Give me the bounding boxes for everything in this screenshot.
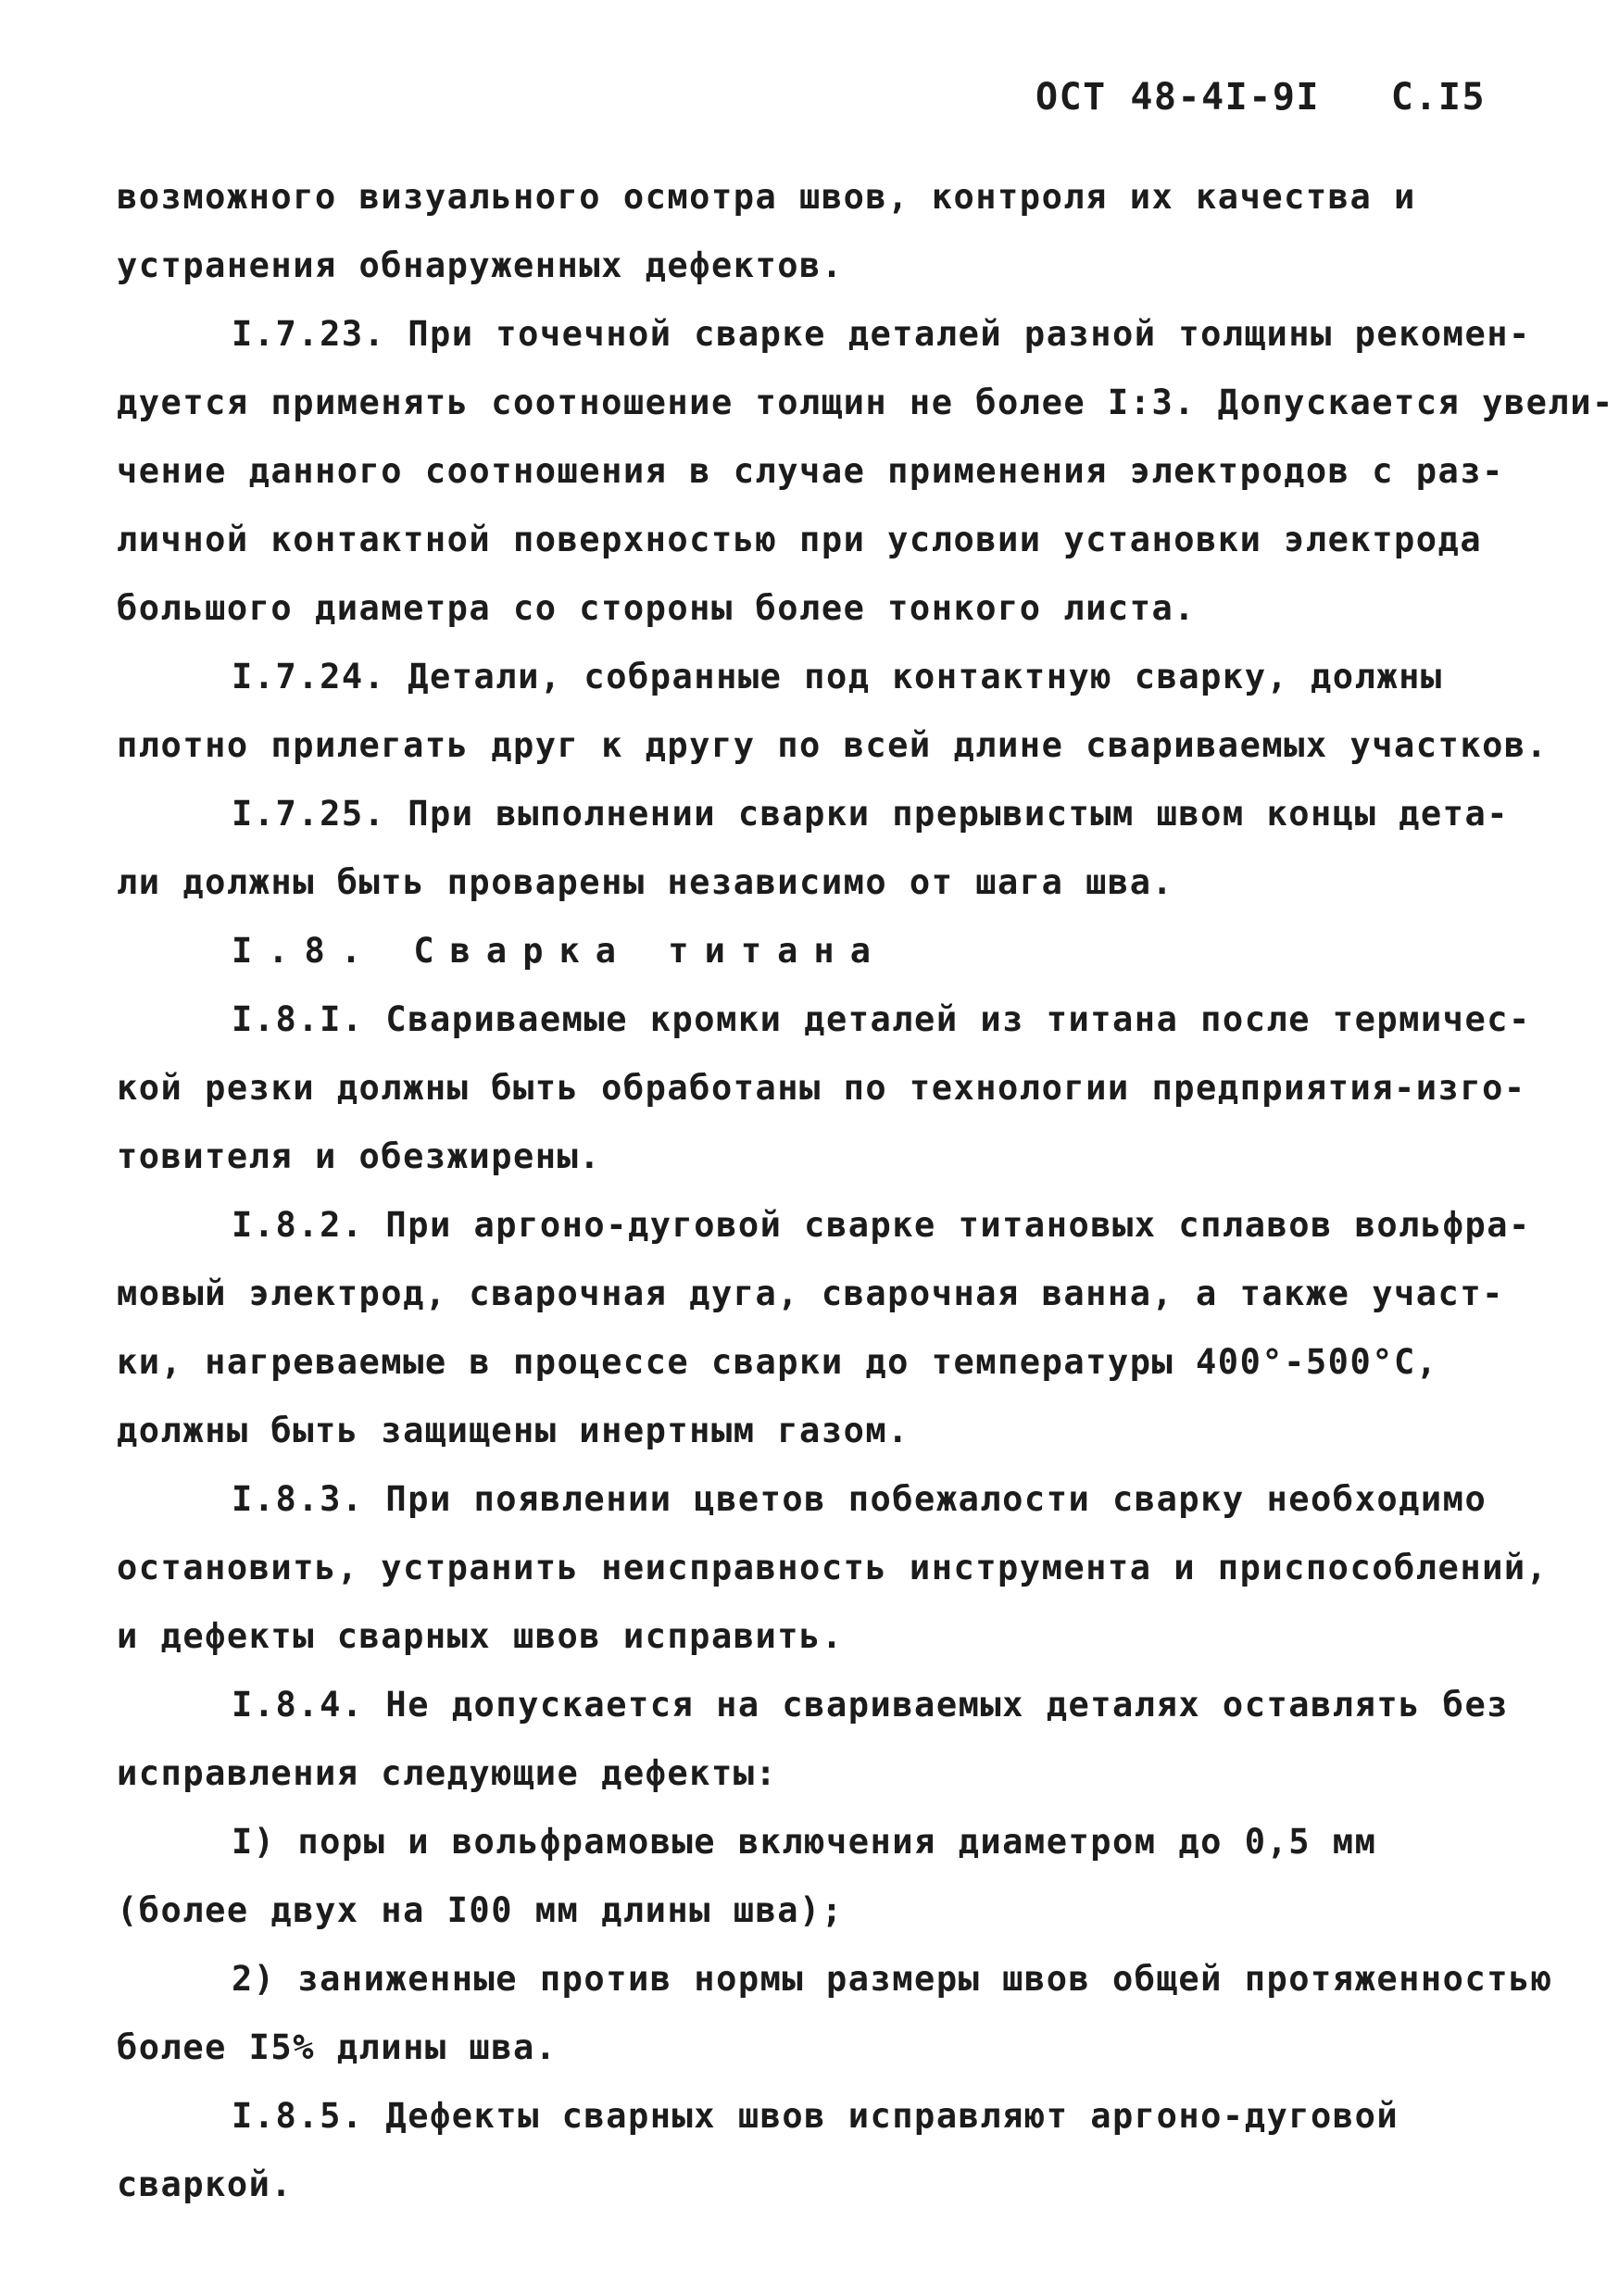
text-line: остановить, устранить неисправность инструмента и приспособлений,	[117, 1548, 1549, 1587]
text-line: чение данного соотношения в случае применения электродов с раз-	[117, 451, 1504, 491]
text-line: личной контактной поверхностью при условии установки электрода	[117, 520, 1483, 559]
document-body	[117, 163, 1614, 2219]
text-line: исправления следующие дефекты:	[117, 1753, 778, 1793]
text-line: мовый электрод, сварочная дуга, сварочная ванна, а также участ-	[117, 1273, 1504, 1313]
text-line: I.8.4. Не допускается на свариваемых деталях оставлять без	[232, 1685, 1510, 1725]
list-item: I) поры и вольфрамовые включения диаметром до 0,5 мм	[232, 1822, 1377, 1862]
text-line: I.8.2. При аргоно-дуговой сварке титановых сплавов вольфра-	[232, 1205, 1531, 1245]
text-line: I.8.5. Дефекты сварных швов исправляют аргоно-дуговой	[232, 2096, 1399, 2136]
page-header	[1035, 76, 1486, 119]
text-line: I.7.24. Детали, собранные под контактную сварку, должны	[232, 657, 1443, 696]
text-line: I.7.23. При точечной сварке деталей разной толщины рекомен-	[232, 314, 1531, 354]
text-line: (более двух на I00 мм длины шва);	[117, 1890, 844, 1930]
text-line: I.8.I. Свариваемые кромки деталей из титана после термичес-	[232, 999, 1531, 1039]
text-line: должны быть защищены инертным газом.	[117, 1411, 910, 1450]
page-number: С.I5	[1390, 76, 1487, 119]
text-line: I.8.3. При появлении цветов побежалости сварку необходимо	[232, 1479, 1487, 1519]
text-line: дуется применять соотношение толщин не более I:3. Допускается увели-	[117, 383, 1614, 422]
text-line: большого диаметра со стороны более тонкого листа.	[117, 588, 1197, 628]
text-line: I.7.25. При выполнении сварки прерывистым швом концы дета-	[232, 794, 1510, 834]
text-line: ки, нагреваемые в процессе сварки до температуры 400°-500°С,	[117, 1342, 1438, 1382]
text-line: и дефекты сварных швов исправить.	[117, 1616, 844, 1656]
list-item: 2) заниженные против нормы размеры швов общей протяженностью	[232, 1959, 1553, 1999]
text-line: сваркой.	[117, 2164, 294, 2204]
document-code: ОСТ 48-4I-9I	[1035, 76, 1320, 119]
text-line: возможного визуального осмотра швов, контроля их качества и	[117, 177, 1416, 217]
text-line: плотно прилегать друг к другу по всей длине свариваемых участков.	[117, 725, 1549, 765]
text-line: устранения обнаруженных дефектов.	[117, 245, 844, 285]
text-line: ли должны быть проварены независимо от шага шва.	[117, 862, 1174, 902]
section-heading: I.8. Сварка титана	[232, 931, 886, 971]
text-line: кой резки должны быть обработаны по технологии предприятия-изго-	[117, 1068, 1526, 1108]
text-line: более I5% длины шва.	[117, 2027, 558, 2067]
text-line: товителя и обезжирены.	[117, 1136, 602, 1176]
